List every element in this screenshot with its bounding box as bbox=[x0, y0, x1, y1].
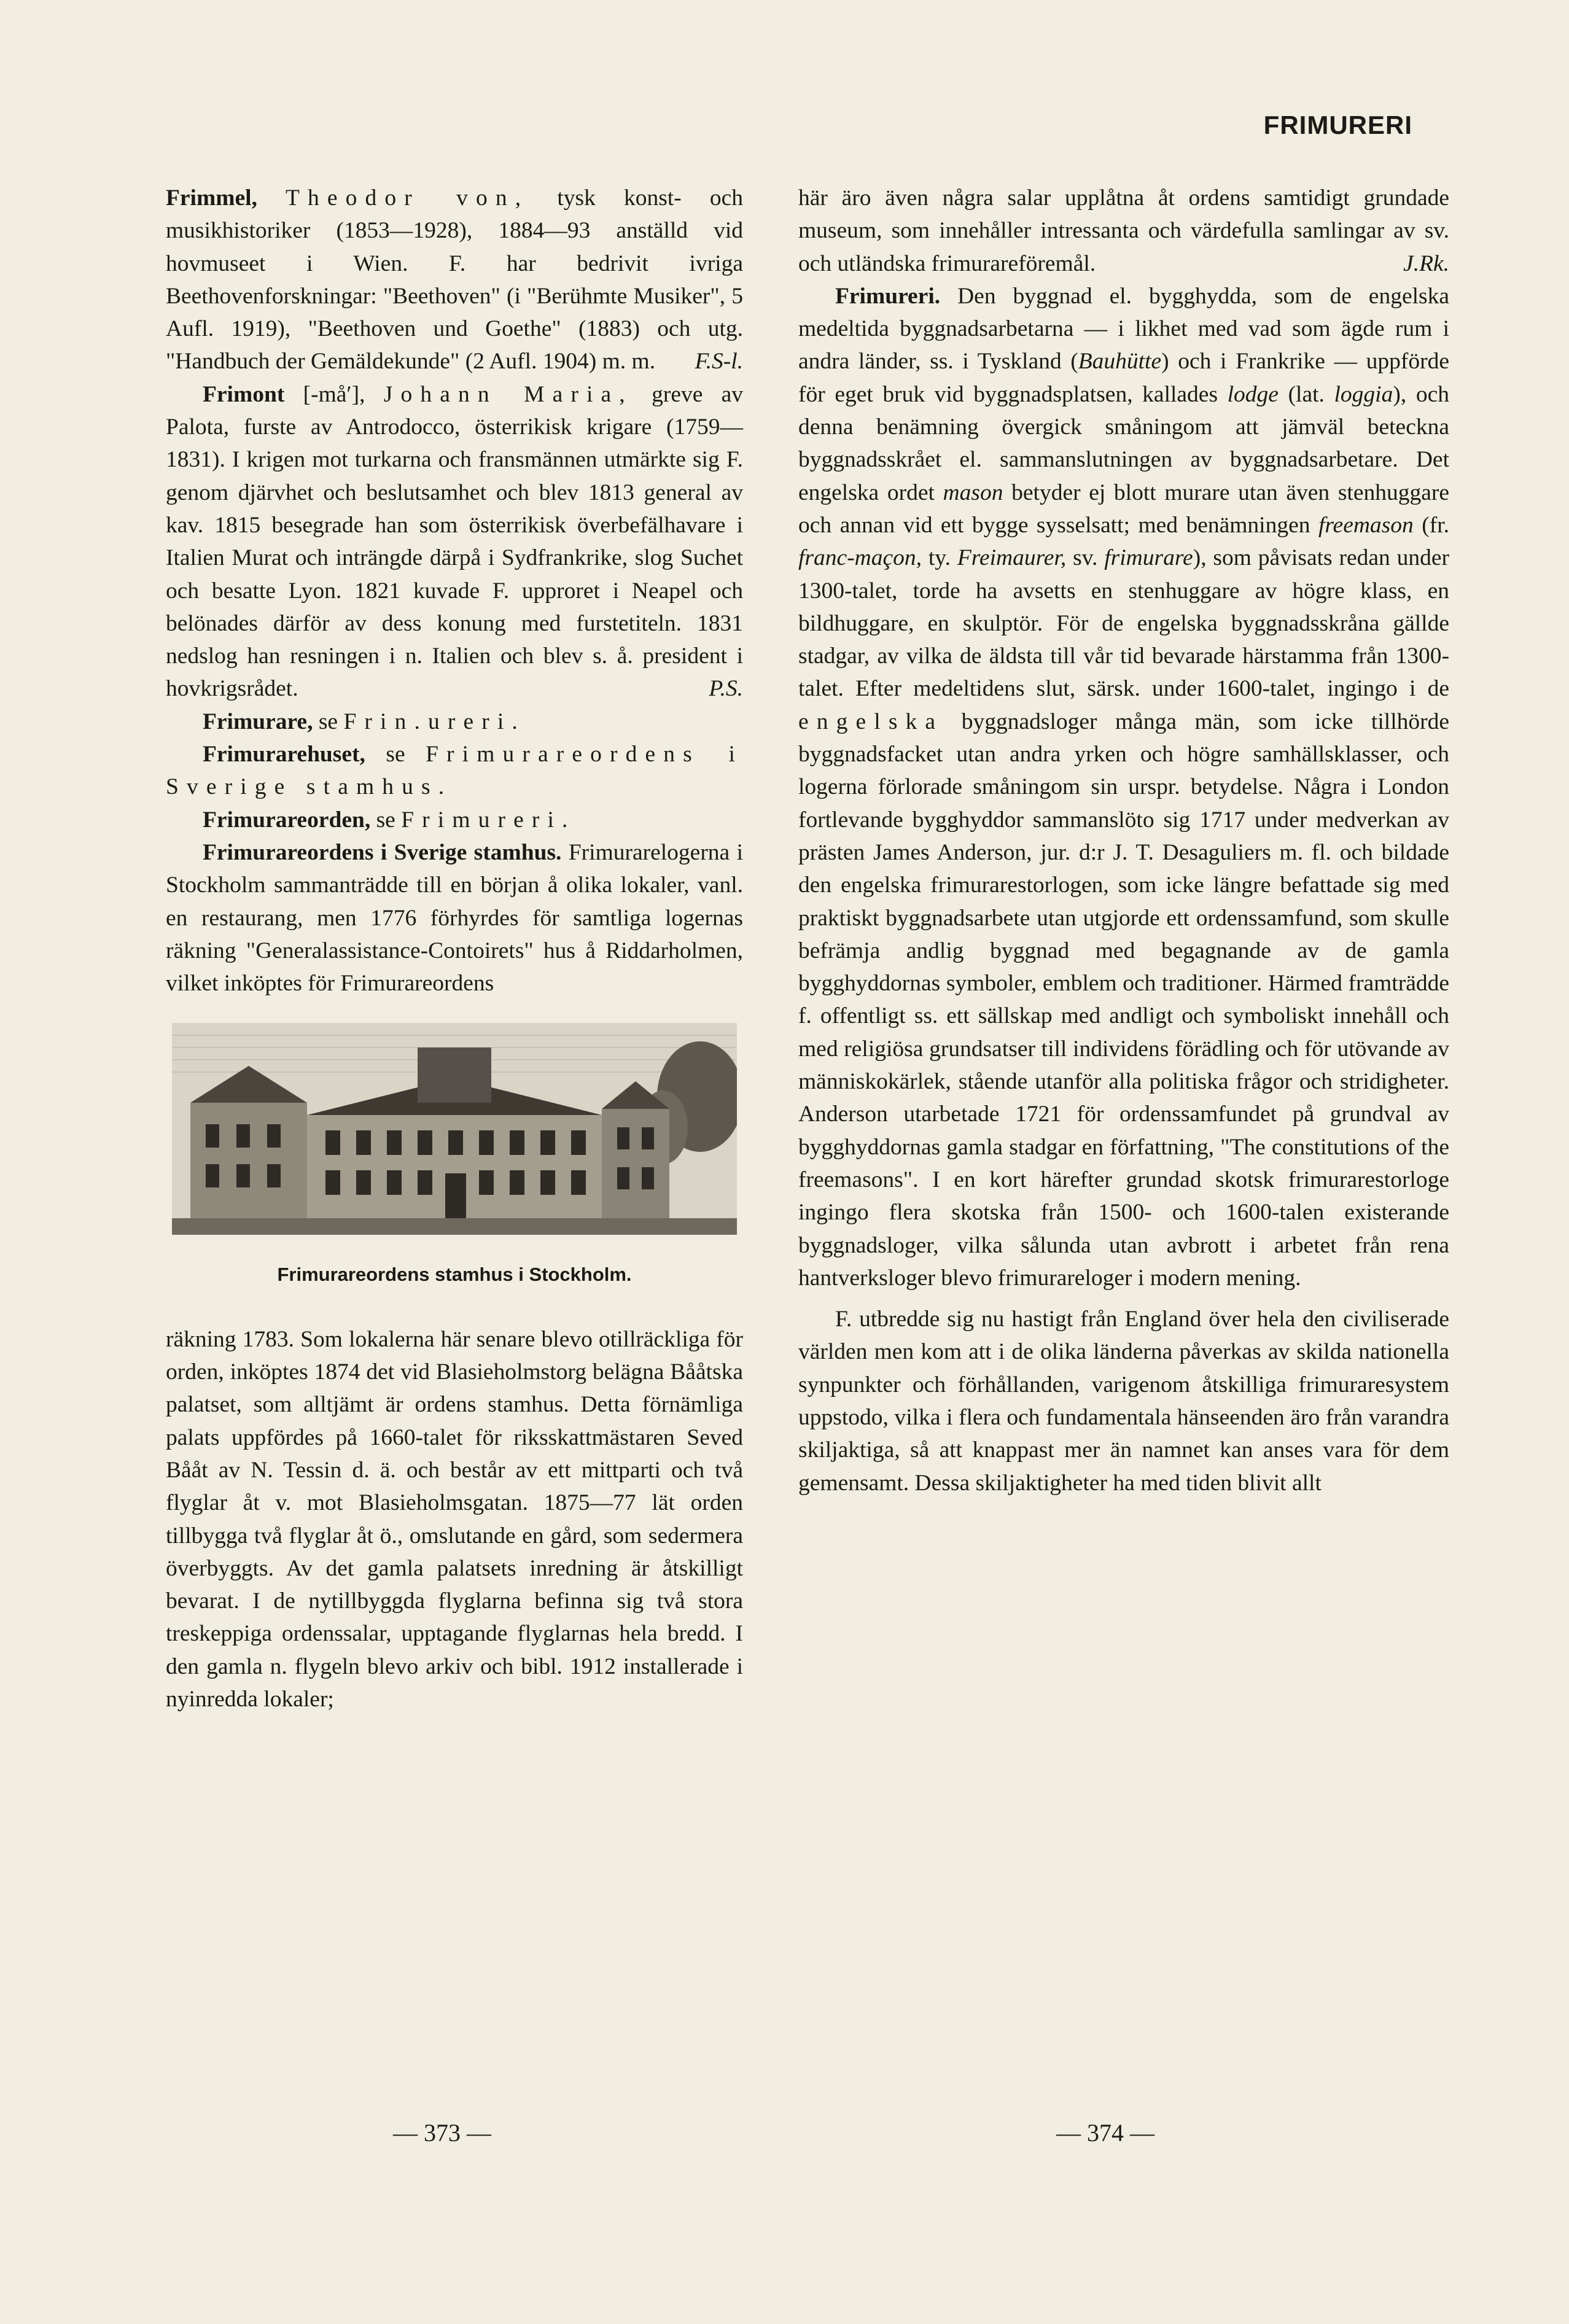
term-freemason: freemason bbox=[1318, 512, 1414, 538]
term-freimaurer: Freimaurer, bbox=[957, 545, 1067, 571]
term-franc-macon: franc-maçon, bbox=[798, 545, 922, 571]
figure-stamhus bbox=[166, 1023, 743, 1291]
frimureri-t8: sv. bbox=[1066, 545, 1105, 571]
frimureri-t5: betyder ej blott murare utan även stenhuggare och annan vid ett bygge sysselsatt; med benämningen bbox=[798, 480, 1449, 538]
figure-caption: Frimurareordens stamhus i Stockholm. bbox=[277, 1264, 632, 1286]
text-stamhus-2: räkning 1783. Som lokalerna här senare blevo otillräckliga för orden, inköptes 1874 det vid Blasieholmstorg belägna Bååtska palatset, som alltjämt är ordens stamhus. Detta förnämliga palats uppfördes på 1660-talet för riksskattmästaren Seved Bååt av N. Tessin d. ä. och består av ett mittparti och två flyglar åt v. mot Blasieholmsgatan. 1875—77 lät orden tillbygga två flyglar åt ö., omslutande en gård, som sedermera överbyggts. Av det gamla palatsets inredning är åtskilligt bevarat. I de nytillbyggda flyglarna befinna sig två stora treskeppiga ordenssalar, upptagande flyglarnas hela bredd. I den gamla n. flygeln blevo arkiv och bibl. 1912 installerade i nyinredda lokaler; bbox=[166, 1326, 743, 1712]
text-stamhus-1: Frimurarelogerna i Stockholm sammanträdde till en början å olika lokaler, vanl. en restaurang, men 1776 förhyrdes för samtliga logernas räkning "Generalassistance-Contoirets" hus å Riddarholmen, vilket inköptes för Frimurareordens bbox=[166, 839, 743, 997]
frimureri-t9: ), som påvisats redan under 1300-talet, torde ha avsetts en stenhuggare av högre klass, en bildhuggare, en skulptör. För de engelska byggnadsskråna gällde stadgar, av vilka de äldsta till vår tid bevarade härstamma från 1300-talet. Efter medeltidens slut, särsk. under 1600-talet, ingingo i de bbox=[798, 545, 1449, 702]
entry-frimmel bbox=[166, 182, 743, 378]
entry-frimont bbox=[166, 378, 743, 705]
pron-frimont: [-må′], bbox=[303, 381, 365, 407]
see-frimurareorden: se bbox=[376, 807, 395, 833]
headword-frimurare: Frimurare, bbox=[203, 709, 313, 734]
ref-frimurarehuset: Frimurareordens i Sverige stamhus. bbox=[166, 742, 744, 800]
headword-frimont: Frimont bbox=[203, 381, 285, 407]
frimureri-t10: byggnadsloger många män, som icke tillhörde byggnadsfacket utan andra yrken och högre samhällsklasser, och logerna förlorade småningom sin urspr. betydelse. Några i London fortlevande bygghyddor sammanslöto sig 1717 under medverkan av prästen James Anderson, jur. d:r J. T. Desaguliers m. fl. och bildade den engelska frimurarestorlogen, som icke längre befattade sig med praktiskt byggnadsarbete utan utgjorde ett ordenssamfund, som skulle befrämja andlig byggnad med begagnande av de gamla bygghyddornas symboler, emblem och traditioner. Härmed framträdde f. offentligt ss. ett sällskap med andligt och symboliskt innehåll och med religiösa grundsatser till individens förädling och för utövande av människokärlek, stående utanför alla politiska frågor och stridigheter. Anderson utarbetade 1721 för ordenssamfundet på grundval av bygghyddornas gamla stadgar en författning, "The constitutions of the freemasons". I en kort härefter grundad skotsk frimurarestorloge ingingo flera skotska från 1500- och 1600-talen existerande byggnadsloger, vilka sålunda utan avbrott i arbetet från rena hantverksloger blevo frimurareloger i modern mening. bbox=[798, 709, 1449, 1291]
paragraph-2: F. utbredde sig nu hastigt från England över hela den civiliserade världen men kom att i de olika länderna påverkas av skilda nationella synpunkter och förhållanden, varigenom åtskilliga frimuraresystem uppstodo, vilka i flera och fundamentala hänseenden äro från varandra skiljaktiga, så att knappast mer än namnet kan anses vara för dem gemensamt. Dessa skiljaktigheter ha med tiden blivit allt bbox=[798, 1307, 1449, 1496]
see-frimurare: se bbox=[318, 709, 338, 734]
term-loggia: loggia bbox=[1334, 381, 1393, 407]
entry-stamhus bbox=[166, 836, 743, 1000]
see-frimurarehuset: se bbox=[386, 742, 405, 768]
headword-frimurareorden: Frimurareorden, bbox=[203, 807, 371, 833]
frimureri-t4: ), och denna benämning övergick småningom att jämväl beteckna byggnadsskrået el. sammanslutningen av byggnadsarbetare. Det engelska ordet bbox=[798, 381, 1449, 505]
left-column bbox=[166, 182, 743, 1716]
page-number-right: — 374 — bbox=[1056, 2119, 1154, 2147]
text-frimont: greve av Palota, furste av Antrodocco, österrikisk krigare (1759—1831). I krigen mot turkarna och fransmännen utmärkte sig F. genom djärvhet och beslutsamhet och blev 1813 general av kav. 1815 besegrade han som österrikisk överbefälhavare i Italien Murat och inträngde därpå i Sydfrankrike, slog Suchet och besatte Lyon. 1821 kuvade F. upproret i Neapel och belönades därför av dess konung med furstetiteln. 1831 nedslog han resningen i n. Italien och blev s. å. president i hovkrigsrådet. bbox=[166, 381, 744, 702]
headword-stamhus: Frimurareordens i Sverige stamhus. bbox=[203, 839, 562, 865]
signature-frimmel: F.S-l. bbox=[695, 349, 743, 375]
right-column bbox=[798, 182, 1449, 1499]
frimureri-t2: ) och i Frankrike — uppförde för eget bruk vid byggnadsplatsen, kallades bbox=[798, 349, 1449, 407]
signature-continued: J.Rk. bbox=[1403, 251, 1449, 276]
entry-frimureri bbox=[798, 280, 1449, 1294]
page-number-left: — 373 — bbox=[393, 2119, 491, 2147]
running-head: FRIMURERI bbox=[1263, 111, 1412, 139]
ref-frimurareorden: Frimureri. bbox=[401, 807, 576, 833]
frimureri-t1: Den byggnad el. bygghydda, som de engelska medeltida byggnadsarbetarna — i likhet med vad som ägde rum i andra länder, ss. i Tyskland ( bbox=[798, 283, 1450, 375]
headword-frimureri: Frimureri. bbox=[835, 283, 941, 309]
name-frimmel: Theodor von, bbox=[286, 185, 529, 211]
frimureri-t3: (lat. bbox=[1278, 381, 1334, 407]
ref-frimurare: Frin.ureri. bbox=[343, 709, 526, 734]
term-lodge: lodge bbox=[1227, 381, 1279, 407]
entry-frimurarehuset bbox=[166, 738, 743, 804]
term-frimurare: frimurare bbox=[1104, 545, 1193, 571]
continued-body: här äro även några salar upplåtna åt ordens samtidigt grundade museum, som innehåller intressanta och värdefulla samlingar av sv. och utländska frimurareföremål. bbox=[798, 185, 1449, 276]
signature-frimont: P.S. bbox=[709, 676, 743, 702]
entry-frimurareorden bbox=[166, 804, 743, 836]
frimureri-t6: (fr. bbox=[1413, 512, 1449, 538]
continued-text bbox=[798, 182, 1449, 280]
building-illustration bbox=[172, 1023, 737, 1235]
term-engelska: engelska bbox=[798, 709, 944, 734]
headword-frimmel: Frimmel, bbox=[166, 185, 257, 211]
term-mason: mason bbox=[943, 480, 1003, 505]
term-bauhutte: Bauhütte bbox=[1078, 349, 1162, 375]
name-frimont: Johann Maria, bbox=[383, 381, 633, 407]
headword-frimurarehuset: Frimurarehuset, bbox=[203, 742, 365, 768]
frimureri-t7: ty. bbox=[922, 545, 957, 571]
text-frimmel: tysk konst- och musikhistoriker (1853—1928), 1884—93 anställd vid hovmuseet i Wien. F. har bedrivit ivriga Beethovenforskningar: "Beethoven" (i "Berühmte Musiker", 5 Aufl. 1919), "Beethoven und Goethe" (1883) och utg. "Handbuch der Gemäldekunde" (2 Aufl. 1904) m. m. bbox=[166, 185, 744, 375]
entry-frimurare bbox=[166, 705, 743, 738]
